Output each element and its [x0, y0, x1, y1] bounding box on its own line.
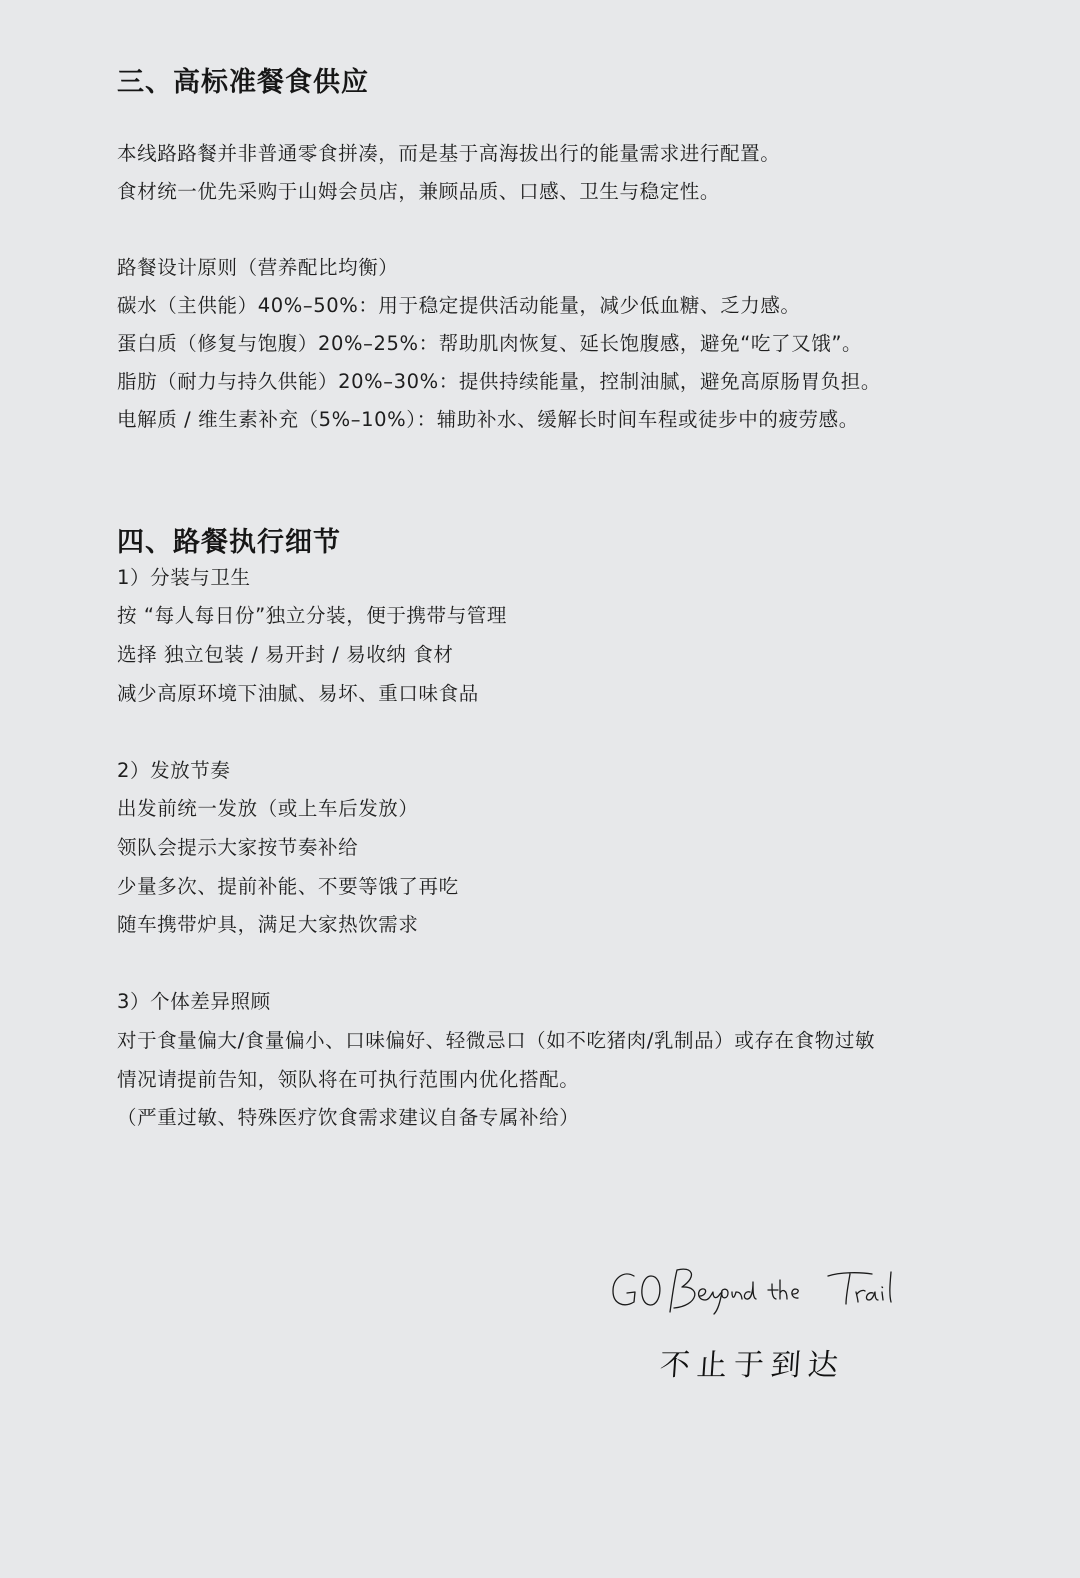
subsection-2-line-4: 随车携带炉具，满足大家热饮需求: [117, 913, 419, 936]
principle-protein: 蛋白质（修复与饱腹）20%–25%：帮助肌肉恢复、延长饱腹感，避免“吃了又饿”。: [117, 332, 863, 355]
principle-carbs: 碳水（主供能）40%–50%：用于稳定提供活动能量，减少低血糖、乏力感。: [117, 294, 801, 317]
principle-electrolytes: 电解质 / 维生素补充（5%–10%）：辅助补水、缓解长时间车程或徒步中的疲劳感。: [117, 408, 859, 431]
subsection-3-line-1: 对于食量偏大/食量偏小、口味偏好、轻微忌口（如不吃猪肉/乳制品）或存在食物过敏: [117, 1029, 876, 1052]
subsection-2-line-3: 少量多次、提前补能、不要等饿了再吃: [117, 875, 459, 898]
section-3-intro-line-2: 食材统一优先采购于山姆会员店，兼顾品质、口感、卫生与稳定性。: [117, 180, 721, 203]
subsection-1-title: 1）分装与卫生: [117, 566, 251, 589]
handwritten-signature-english: [610, 1262, 910, 1322]
section-4-title: 四、路餐执行细节: [117, 527, 341, 558]
subsection-2-title: 2）发放节奏: [117, 759, 231, 782]
section-3-intro-line-1: 本线路路餐并非普通零食拼凑，而是基于高海拔出行的能量需求进行配置。: [117, 142, 781, 165]
subsection-2-line-2: 领队会提示大家按节奏补给: [117, 836, 359, 859]
principles-title: 路餐设计原则（营养配比均衡）: [117, 256, 399, 279]
subsection-3-line-2: 情况请提前告知，领队将在可执行范围内优化搭配。: [117, 1068, 580, 1091]
subsection-3-line-3: （严重过敏、特殊医疗饮食需求建议自备专属补给）: [117, 1106, 580, 1129]
subsection-1-line-3: 减少高原环境下油腻、易坏、重口味食品: [117, 682, 479, 705]
handwritten-signature-chinese: 不止于到达: [658, 1348, 846, 1383]
subsection-3-title: 3）个体差异照顾: [117, 990, 271, 1013]
subsection-1-line-1: 按 “每人每日份”独立分装，便于携带与管理: [117, 604, 508, 627]
principle-fat: 脂肪（耐力与持久供能）20%–30%：提供持续能量，控制油腻，避免高原肠胃负担。: [117, 370, 881, 393]
subsection-1-line-2: 选择 独立包装 / 易开封 / 易收纳 食材: [117, 643, 454, 666]
section-3-title: 三、高标准餐食供应: [117, 67, 369, 98]
subsection-2-line-1: 出发前统一发放（或上车后发放）: [117, 797, 419, 820]
